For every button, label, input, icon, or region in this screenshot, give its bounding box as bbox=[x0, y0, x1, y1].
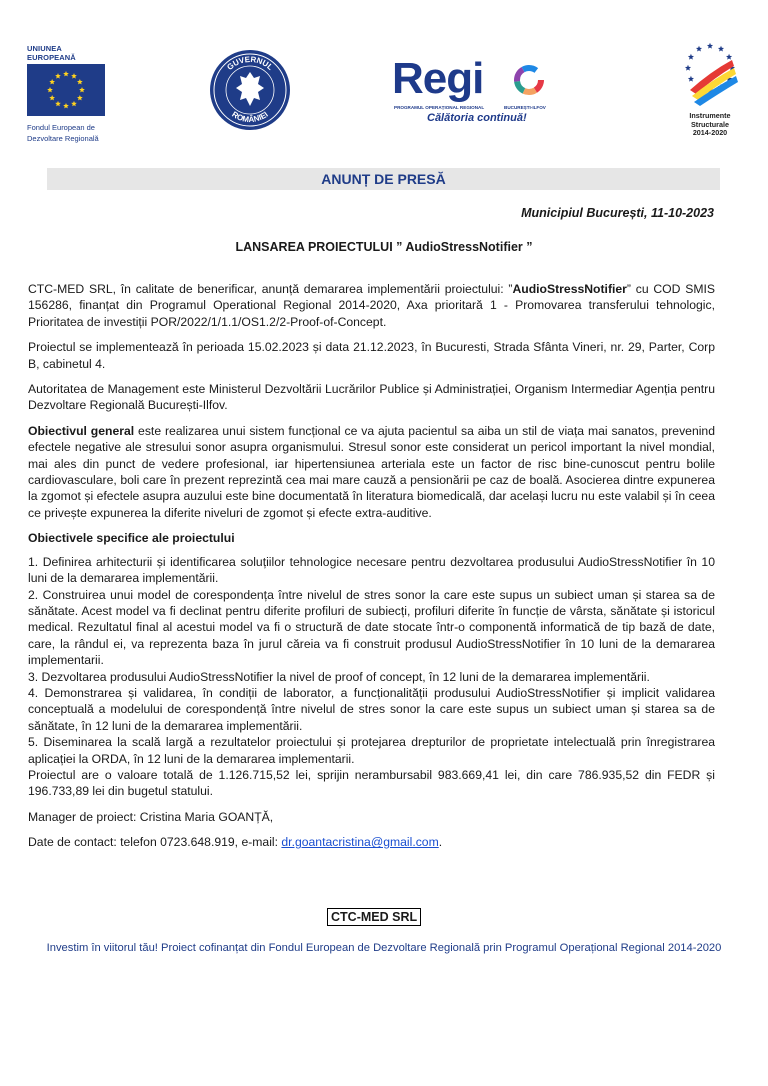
eu-fund-line2: Dezvoltare Regională bbox=[27, 134, 99, 143]
star-icon bbox=[688, 76, 694, 82]
regio-ring-icon bbox=[513, 64, 545, 96]
date-line: Municipiul București, 11-10-2023 bbox=[521, 206, 714, 220]
regio-word: Regi bbox=[392, 54, 484, 103]
regio-logo bbox=[392, 56, 558, 128]
paragraph-authority: Autoritatea de Management este Ministerul Dezvoltării Lucrărilor Publice și Administrației, Organism Intermediar Agenția pentru Dezvoltare Regională București-Ilfov. bbox=[28, 382, 715, 413]
regio-region-text: BUCUREȘTI-ILFOV bbox=[504, 105, 546, 110]
contact-prefix: Date de contact: telefon 0723.648.919, e-mail: bbox=[28, 835, 282, 850]
contact-suffix: . bbox=[438, 835, 443, 850]
instrumente-structurale-icon bbox=[670, 42, 750, 110]
eu-logo bbox=[27, 44, 111, 143]
svg-text:ROMÂNIEI: ROMÂNIEI bbox=[230, 109, 270, 125]
paragraph-intro bbox=[28, 281, 715, 330]
star-icon bbox=[718, 46, 724, 52]
project-title: LANSAREA PROIECTULUI ” AudioStressNotifier ” bbox=[235, 240, 533, 254]
project-manager: Manager de proiect: Cristina Maria GOANȚĂ, bbox=[28, 809, 274, 824]
project-value: Proiectul are o valoare totală de 1.126.715,52 lei, sprijin nerambursabil 983.669,41 lei, din care 786.935,52 din FEDR și 196.733,89 lei din bugetul statului. bbox=[28, 767, 715, 799]
list-item: 1. Definirea arhitecturii și identificarea soluțiilor tehnologice necesare pentru dezvoltarea produsului AudioStressNotifier în 10 luni de la demararea implementării. bbox=[28, 554, 715, 586]
eu-title: UNIUNEA EUROPEANĂ bbox=[27, 44, 76, 62]
specific-objectives-heading: Obiectivele specifice ale proiectului bbox=[28, 531, 235, 546]
star-icon bbox=[707, 43, 713, 49]
star-icon bbox=[726, 54, 732, 60]
regio-tagline: Călătoria continuă! bbox=[427, 112, 527, 124]
footer-note: Investim în viitorul tău! Proiect cofinanțat din Fondul European de Dezvoltare Regională prin Programul Operațional Regional 2014-2020 bbox=[46, 942, 722, 954]
general-objective-label: Obiectivul general bbox=[28, 423, 135, 438]
list-item: 5. Diseminarea la scală largă a rezultatelor proiectului și protejarea drepturilor de proprietate intelectuală prin înregistrarea aplicației la ORDA, în 12 luni de la demararea implementarii. bbox=[28, 735, 715, 766]
svg-text:GUVERNUL: GUVERNUL bbox=[225, 54, 275, 72]
document-body bbox=[28, 281, 715, 860]
intro-text-b: ” cu COD SMIS 156286, finanțat din Programul Operational Regional 2014-2020, Axa prioritară 1 - Promovarea transferului tehnologic, Prioritatea de investiții POR/2022/1/1.1/OS1.2/2-Proof-of-Concept. bbox=[28, 282, 715, 329]
instrumente-text bbox=[670, 112, 750, 138]
guvernul-romaniei-seal-icon bbox=[208, 48, 292, 132]
general-objective-text: este realizarea unui sistem funcțional ce va ajuta pacientul sa aiba un stil de viața mai sanatos, prevenind efectele negative ale stresului sonor asupra organismului. Stresul sonor este considerat un pericol important la nivel mondial, mai ales din punct de vedere profesional, iar hipertensiunea arteriala este un factor de risc bine-cunoscut pentru bolile cardiovasculare, boli care în prezent reprezintă cea mai mare cauză a pensionării pe caz de boală. Asocierea dintre expunerea la zgomot și efectele asupra auzului este bine documentată în literatura biomedicală, dar același lucru nu este valabil și în ceea ce privește expunerea la diferite niveluri de zgomot și efecte extra-auditive. bbox=[28, 423, 715, 520]
eu-fund-line1: Fondul European de bbox=[27, 123, 95, 132]
instrumente-structurale-logo bbox=[670, 42, 750, 137]
project-name-bold: AudioStressNotifier bbox=[512, 282, 627, 296]
paragraph-period: Proiectul se implementează în perioada 15.02.2023 și data 21.12.2023, în Bucuresti, Strada Sfânta Vineri, nr. 29, Parter, Corp B, cabinetul 4. bbox=[28, 340, 715, 371]
company-signature-box: CTC-MED SRL bbox=[327, 908, 421, 926]
list-item: 3. Dezvoltarea produsului AudioStressNotifier la nivel de proof of concept, în 12 luni de la demararea implementării. bbox=[28, 669, 650, 684]
paragraph-general-objective bbox=[28, 423, 715, 521]
instrumente-line1: Instrumente Structurale bbox=[689, 111, 731, 129]
list-item: 2. Construirea unui model de corespondența între nivelul de stres sonor la care este supus un subiect uman și starea sa de sănătate. Acest model va fi declinat pentru diferite profiluri de subiecți, profiluri diferite în funcție de vârsta, sănătate și istoricul medical. Rezultatul final al acestui model va fi o structură de date stocate într-o componentă informatică de tip bază de date, care, la rândul ei, va reprezenta baza în jurul căreia va fi construit produsul AudioStressNotifier în 10 luni de la demararea implementarii. bbox=[28, 587, 715, 668]
regio-program-text: PROGRAMUL OPERAȚIONAL REGIONAL bbox=[394, 105, 485, 110]
star-icon bbox=[688, 54, 694, 60]
list-item: 4. Demonstrarea și validarea, în condiții de laborator, a funcționalității produsului AudioStressNotifier și implicit validarea conceptuală a modelului de corespondență între nivelul de stres sonor la care este supus un subiect uman și starea sa de sănătate, în 12 luni de la demararea implementării. bbox=[28, 685, 715, 733]
header-band bbox=[47, 168, 720, 190]
email-link[interactable]: dr.goantacristina@gmail.com bbox=[281, 835, 439, 850]
government-logo bbox=[208, 48, 292, 132]
instrumente-line2: 2014-2020 bbox=[692, 128, 728, 137]
intro-text-a: CTC-MED SRL, în calitate de benerificar, anunță demararea implementării proiectului: ” bbox=[28, 282, 513, 296]
page-title: ANUNȚ DE PRESĂ bbox=[321, 171, 446, 187]
eu-flag-icon bbox=[27, 64, 105, 116]
star-icon bbox=[685, 65, 691, 71]
star-icon bbox=[696, 46, 702, 52]
contact-line bbox=[28, 834, 715, 850]
